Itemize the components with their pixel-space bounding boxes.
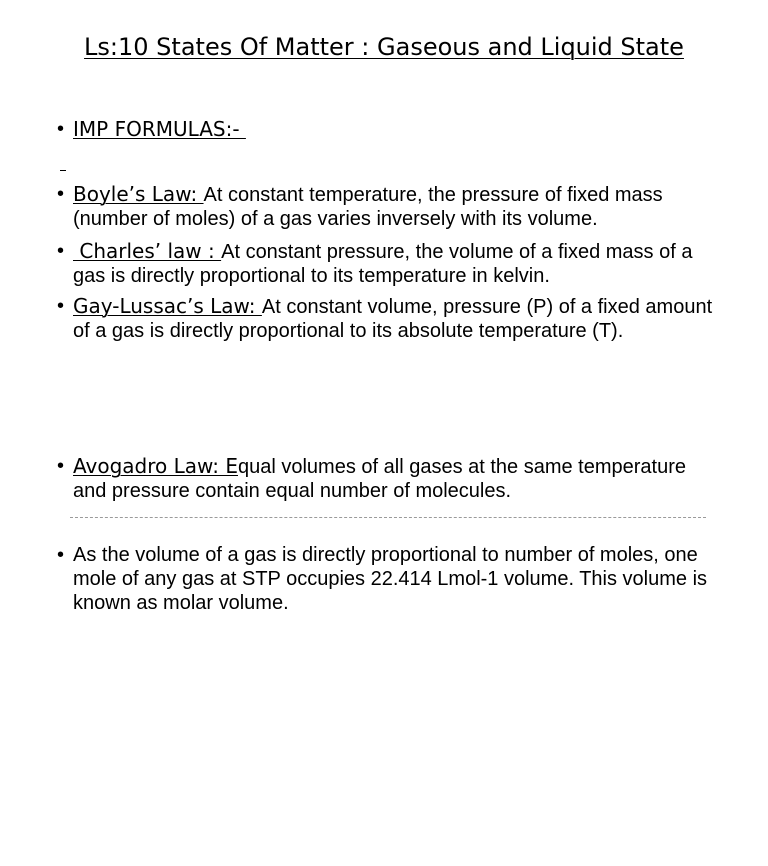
bullet-marker: • xyxy=(57,455,65,477)
bullet-marker: • xyxy=(57,240,65,262)
bullet-marker: • xyxy=(57,295,65,317)
molar-volume-text: As the volume of a gas is directly proportional to number of moles, one mole of any gas at STP occupies 22.414 Lmol-1 volume. This volume is known as molar volume. xyxy=(73,544,708,614)
list-item-gay-lussac-law xyxy=(57,294,718,343)
list-item-imp-formulas xyxy=(57,117,718,142)
bullet-marker: • xyxy=(57,118,65,140)
list-item-avogadro-law xyxy=(57,454,718,503)
law-description: At constant pressure, the volume of a fixed mass of a gas is directly proportional to its temperature in kelvin. xyxy=(73,241,693,287)
bullet-marker: • xyxy=(57,544,65,566)
law-name: Boyle’s Law: xyxy=(73,182,204,206)
law-name: Gay-Lussac’s Law: xyxy=(73,294,262,318)
underline-stub xyxy=(60,170,66,171)
section-divider xyxy=(70,517,706,518)
list-item-charles-law xyxy=(57,239,718,288)
page-title: Ls:10 States Of Matter : Gaseous and Liquid State xyxy=(84,33,684,61)
law-name: Avogadro Law: E xyxy=(73,454,238,478)
law-description: At constant volume, pressure (P) of a fixed amount of a gas is directly proportional to its absolute temperature (T). xyxy=(73,296,713,342)
list-item-molar-volume xyxy=(57,543,718,615)
section-heading: IMP FORMULAS:- xyxy=(73,117,246,141)
law-name: Charles’ law : xyxy=(73,239,222,263)
list-item-boyles-law xyxy=(57,182,718,231)
bullet-marker: • xyxy=(57,183,65,205)
law-description: qual volumes of all gases at the same temperature and pressure contain equal number of molecules. xyxy=(73,456,687,502)
law-description: At constant temperature, the pressure of fixed mass (number of moles) of a gas varies inversely with its volume. xyxy=(73,184,663,230)
